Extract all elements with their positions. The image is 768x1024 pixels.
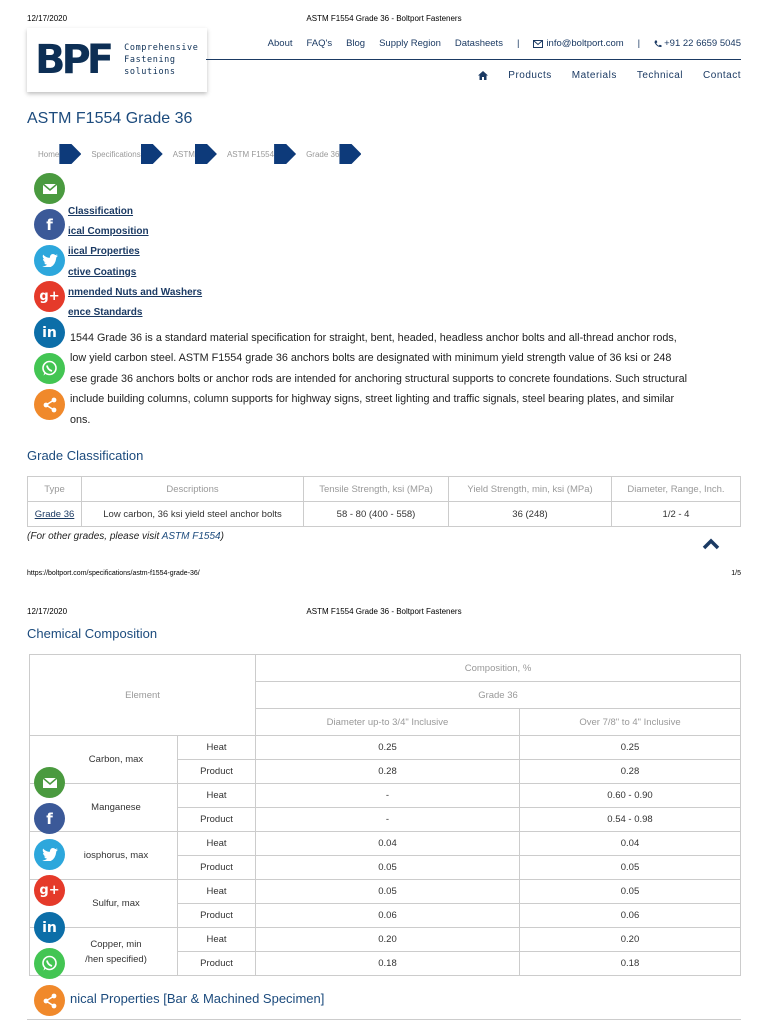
nav-divider — [206, 59, 741, 60]
nav-technical[interactable]: Technical — [636, 70, 684, 81]
google-plus-share-button[interactable] — [34, 281, 65, 312]
nav-about[interactable]: About — [267, 38, 293, 49]
toc-link-standards[interactable]: ence Standards — [68, 307, 143, 319]
facebook-icon: f — [46, 215, 53, 234]
site-logo[interactable] — [27, 28, 207, 92]
table-row: Sulfur, max Heat 0.05 0.05 — [30, 880, 741, 904]
toc-link-classification[interactable]: Classification — [68, 206, 134, 217]
scroll-top-icon[interactable] — [700, 536, 722, 552]
mechanical-properties-title: nical Properties [Bar & Machined Specimen] — [70, 991, 325, 1006]
nav-blog[interactable]: Blog — [346, 38, 366, 49]
intro-paragraph: 1544 Grade 36 is a standard material specification for straight, bent, headed, headless anchor bolts and all-thread anchor rods, low yield carbon steel. ASTM F1554 grade 36 anchors bolts are designated with minimum yield strength value of 36 ksi or 248 ese grade 36 anchors bolts or anchor rods are intended for anchoring structural supports to concrete foundations. Such structural include building columns, column supports for highway signs, street lighting and traffic signals, steel bearing plates, and similar ons. — [70, 332, 687, 426]
other-grades-note: (For other grades, please visit ASTM F1554) — [27, 531, 224, 542]
breadcrumb-specifications[interactable]: Specifications — [91, 144, 172, 164]
twitter-share-button[interactable] — [34, 245, 65, 276]
top-nav — [268, 38, 741, 49]
table-row: Product 0.18 0.18 — [30, 952, 741, 976]
nav-products[interactable]: Products — [508, 70, 552, 81]
toc-link-coatings[interactable]: ctive Coatings — [68, 266, 137, 278]
whatsapp-share-button[interactable] — [34, 353, 65, 384]
table-of-contents — [68, 202, 202, 323]
table-row: Carbon, max Heat 0.25 0.25 — [30, 736, 741, 760]
google-plus-icon: g+ — [39, 883, 60, 898]
envelope-icon — [533, 40, 543, 48]
print-doc-title: ASTM F1554 Grade 36 - Boltport Fasteners — [306, 14, 462, 23]
print-header — [27, 14, 741, 23]
nav-datasheets[interactable]: Datasheets — [454, 38, 503, 49]
breadcrumb-astm-f1554[interactable]: ASTM F1554 — [227, 144, 306, 164]
facebook-share-button[interactable] — [34, 209, 65, 240]
share-button-2[interactable] — [34, 985, 65, 1016]
linkedin-share-button-2[interactable] — [34, 912, 65, 943]
twitter-icon — [42, 848, 58, 861]
phone-icon — [654, 40, 662, 48]
main-nav — [478, 70, 741, 81]
print-url: https://boltport.com/specifications/astm-f1554-grade-36/ — [27, 570, 200, 577]
share-icon — [42, 993, 58, 1009]
grade-36-link[interactable]: Grade 36 — [34, 508, 75, 520]
table-top-border — [27, 1019, 741, 1020]
whatsapp-share-button-2[interactable] — [34, 948, 65, 979]
nav-materials[interactable]: Materials — [571, 70, 617, 81]
envelope-icon — [42, 183, 58, 195]
nav-contact[interactable]: Contact — [703, 70, 741, 81]
table-row: Product - 0.54 - 0.98 — [30, 808, 741, 832]
print-footer — [27, 570, 741, 577]
chemical-composition-table: Element Composition, % Grade 36 Diameter up-to 3/4" Inclusive Over 7/8" to 4" Inclusive Carbon, max Heat 0.25 0.25 Product 0.28 0.28 Manganese Heat - 0.60 - 0.90 Product - 0.54 - 0.98 iosphorus, max Heat 0.04 0.04 Product 0.05 0.05 Sulfur, max Heat 0.05 0.05 Product 0.06 0.06 Copper, min /hen specified) Heat 0.20 0.20 Product 0.18 0.18 — [29, 654, 741, 976]
logo-mark: BPF — [35, 37, 111, 83]
nav-faqs[interactable]: FAQ's — [306, 38, 333, 49]
toc-link-chemical[interactable]: ical Composition — [68, 226, 149, 238]
nav-phone[interactable]: +91 22 6659 5045 — [654, 38, 741, 49]
print-date: 12/17/2020 — [27, 14, 68, 23]
linkedin-icon: in — [42, 324, 57, 341]
table-row: Product 0.05 0.05 — [30, 856, 741, 880]
table-row: Grade 36 Low carbon, 36 ksi yield steel anchor bolts 58 - 80 (400 - 558) 36 (248) 1/2 - 4 — [28, 502, 741, 527]
linkedin-share-button[interactable] — [34, 317, 65, 348]
twitter-share-button-2[interactable] — [34, 839, 65, 870]
table-row: Product 0.28 0.28 — [30, 760, 741, 784]
logo-tagline: Comprehensive Fastening solutions — [124, 43, 199, 77]
twitter-icon — [42, 254, 58, 267]
share-icon — [42, 397, 58, 413]
astm-f1554-link[interactable]: ASTM F1554 — [161, 531, 221, 542]
breadcrumb — [38, 144, 371, 164]
grade-classification-title: Grade Classification — [27, 448, 144, 463]
nav-separator: | — [516, 38, 520, 49]
whatsapp-icon — [41, 955, 58, 972]
breadcrumb-astm[interactable]: ASTM — [173, 144, 227, 164]
print-page-number: 1/5 — [731, 570, 741, 577]
table-row: Manganese Heat - 0.60 - 0.90 — [30, 784, 741, 808]
google-plus-share-button-2[interactable] — [34, 875, 65, 906]
toc-link-mechanical[interactable]: iical Properties — [68, 246, 140, 258]
google-plus-icon: g+ — [39, 289, 60, 304]
share-button[interactable] — [34, 389, 65, 420]
linkedin-icon: in — [42, 919, 57, 936]
whatsapp-icon — [41, 360, 58, 377]
home-icon[interactable] — [478, 71, 488, 80]
breadcrumb-current: Grade 36 — [306, 144, 371, 164]
breadcrumb-home[interactable]: Home — [38, 144, 91, 164]
facebook-icon: f — [46, 809, 53, 828]
table-row: Product 0.06 0.06 — [30, 904, 741, 928]
nav-separator-2: | — [637, 38, 641, 49]
toc-link-nuts-washers[interactable]: nmended Nuts and Washers — [68, 286, 203, 298]
nav-supply-region[interactable]: Supply Region — [379, 38, 441, 49]
email-share-button[interactable] — [34, 173, 65, 204]
envelope-icon — [42, 777, 58, 789]
print-header-2: 12/17/2020 ASTM F1554 Grade 36 - Boltport Fasteners — [27, 607, 462, 616]
table-row: Copper, min /hen specified) Heat 0.20 0.20 — [30, 928, 741, 952]
table-header-row: Type Descriptions Tensile Strength, ksi (MPa) Yield Strength, min, ksi (MPa) Diameter, Range, Inch. — [28, 477, 741, 502]
nav-email[interactable]: info@boltport.com — [533, 38, 623, 49]
table-row: iosphorus, max Heat 0.04 0.04 — [30, 832, 741, 856]
facebook-share-button-2[interactable] — [34, 803, 65, 834]
grade-classification-table — [27, 476, 741, 527]
email-share-button-2[interactable] — [34, 767, 65, 798]
page-title: ASTM F1554 Grade 36 — [27, 110, 193, 127]
chemical-composition-title: Chemical Composition — [27, 626, 158, 641]
